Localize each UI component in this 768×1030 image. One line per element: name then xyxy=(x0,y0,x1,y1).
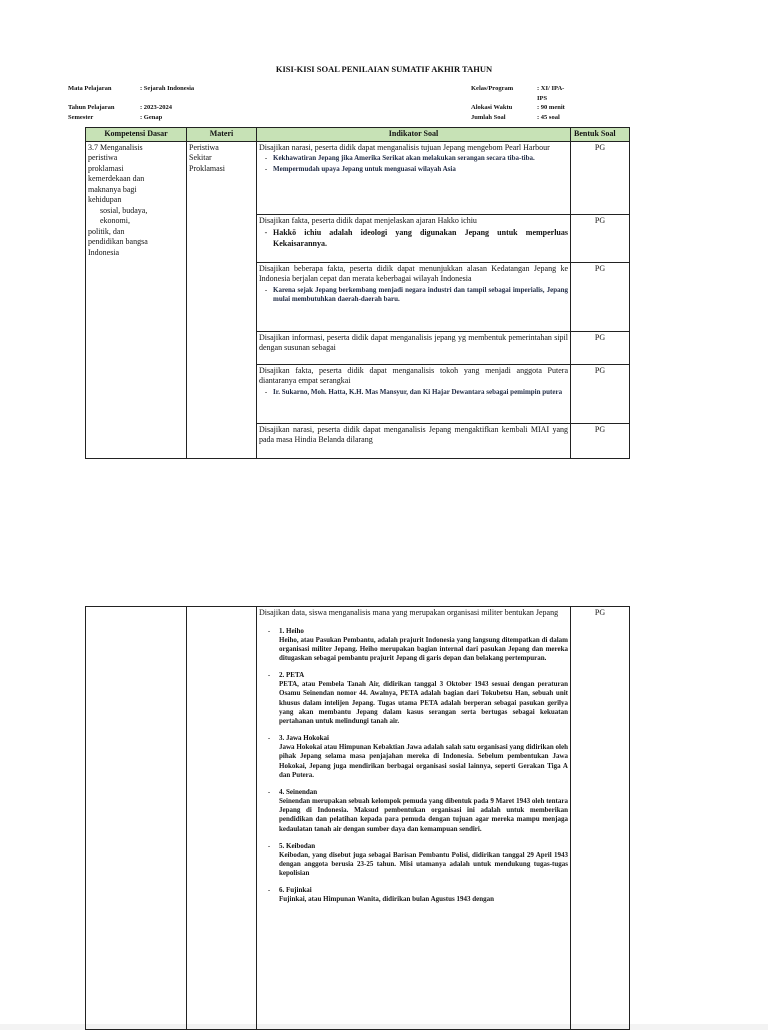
list-item: - 2. PETA PETA, atau Pembela Tanah Air, didirikan tanggal 3 Oktober 1943 sesuai dengan peraturan Osamu Seinendan nomor 44. Awalnya, PETA adalah bagian dari Tokubetsu Han, sebuah unit khusus dalam intelijen Jepang. Tugas utama PETA adalah berperan sebagai pasukan gerilya yang akan membantu Jepang dalam kasus serangan serta bertugas sebagai kekuatan pertahanan untuk melindungi tanah air. xyxy=(259,671,568,726)
meta-value: : 2023-2024 xyxy=(140,104,172,111)
meta-label: Kelas/Program xyxy=(471,85,514,92)
table-row xyxy=(86,141,630,214)
kisi-table-continued xyxy=(85,606,630,1030)
table-row xyxy=(86,607,630,1030)
kd-cell xyxy=(86,141,187,458)
table-header-row xyxy=(86,128,630,142)
item-body: PETA, atau Pembela Tanah Air, didirikan tanggal 3 Oktober 1943 sesuai dengan peraturan Osamu Seinendan nomor 44. Awalnya, PETA adalah bagian dari Tokubetsu Han, sebuah unit khusus dalam intelijen Jepang. Tugas utama PETA adalah berperan sebagai pasukan gerilya yang akan membantu Jepang dalam kasus serangan serta bertugas sebagai kekuatan pertahanan untuk melindungi tanah air. xyxy=(279,680,568,725)
item-head: 2. PETA xyxy=(279,671,305,680)
meta-value: : XI/ IPA- xyxy=(537,85,565,92)
kd-line: kehidupan xyxy=(88,195,122,204)
item-head: 4. Seinendan xyxy=(279,787,318,796)
indikator-text: Disajikan informasi, peserta didik dapat menganalisis jepang yg membentuk pemerintahan sipil dengan susunan sebagai xyxy=(259,332,568,352)
meta-label: Semester xyxy=(68,114,94,121)
bullet-text: Hakkō ichiu adalah ideologi yang digunakan Jepang untuk memperluas Kekaisarannya. xyxy=(273,228,568,248)
bentuk-cell: PG xyxy=(571,423,630,458)
indikator-cell xyxy=(257,141,571,214)
list-item: - 4. Seinendan Seinendan merupakan sebuah kelompok pemuda yang dibentuk pada 9 Maret 1943 oleh tentara Jepang di Indonesia. Maksud pembentukan organisasi ini adalah untuk memberikan pendidikan dan pelatihan kepada para pemuda dengan tujuan agar mereka mampu menjaga kedaulatan tanah air dengan sumber daya dan kemampuan sendiri. xyxy=(259,788,568,834)
header-kd: Kompetensi Dasar xyxy=(86,128,187,142)
indikator-text: Disajikan data, siswa menganalisis mana yang merupakan organisasi militer bentukan Jepang xyxy=(259,608,559,617)
bentuk-cell: PG xyxy=(571,214,630,262)
kd-line: 3.7 Menganalisis xyxy=(88,142,143,152)
kd-line: kemerdekaan dan xyxy=(88,174,145,183)
kd-line: politik, dan xyxy=(88,226,125,236)
item-body: Jawa Hokokai atau Himpunan Kebaktian Jawa adalah salah satu organisasi yang didirikan oleh pihak Jepang selama masa penjajahan mereka di Indonesia. Sebelum pembentukan Jawa Hokokai, Jepang juga mendirikan berbagai organisasi sosial lainnya, seperti Gerakan Tiga A dan Putera. xyxy=(279,743,568,779)
indikator-text: Disajikan fakta, peserta didik dapat menganalisis tokoh yang menjadi anggota Putera diantaranya empat serangkai xyxy=(259,365,568,385)
meta-right xyxy=(471,84,565,123)
kd-line: sosial, budaya, xyxy=(100,205,148,215)
list-item: - 6. Fujinkai Fujinkai, atau Himpunan Wanita, didirikan bulan Agustus 1943 dengan xyxy=(259,886,568,904)
item-body: Fujinkai, atau Himpunan Wanita, didirikan bulan Agustus 1943 dengan xyxy=(279,895,495,904)
item-head: 3. Jawa Hokokai xyxy=(279,734,329,743)
bentuk-cell: PG xyxy=(571,262,630,331)
item-head: 5. Keibodan xyxy=(279,841,316,850)
indikator-text: Disajikan narasi, peserta didik dapat menganalisis Jepang mengaktifkan kembali MIAI yang pada masa Hindia Belanda dilarang xyxy=(259,424,568,444)
materi-line: Sekitar xyxy=(189,153,212,162)
meta-value: : Sejarah Indonesia xyxy=(140,85,195,92)
meta-label: Tahun Pelajaran xyxy=(68,104,115,111)
meta-value: : Genap xyxy=(140,114,163,121)
indikator-cell xyxy=(257,423,571,458)
bullet-text: Karena sejak Jepang berkembang menjadi negara industri dan tampil sebagai imperialis, Jepang mulai membutuhkan daerah-daerah baru. xyxy=(273,285,568,303)
bentuk-cell: PG xyxy=(571,364,630,423)
meta-value: IPS xyxy=(537,95,548,102)
kisi-table xyxy=(85,127,630,459)
indikator-cell xyxy=(257,607,571,1030)
list-item: - 3. Jawa Hokokai Jawa Hokokai atau Himpunan Kebaktian Jawa adalah salah satu organisasi yang didirikan oleh pihak Jepang selama masa penjajahan mereka di Indonesia. Sebelum pembentukan Jawa Hokokai, Jepang juga mendirikan berbagai organisasi sosial lainnya, seperti Gerakan Tiga A dan Putera. xyxy=(259,734,568,780)
indikator-cell xyxy=(257,214,571,262)
kd-line: peristiwa xyxy=(88,153,118,162)
kd-cell-empty xyxy=(86,607,187,1030)
indikator-cell xyxy=(257,262,571,331)
meta-value: : 45 soal xyxy=(537,114,560,121)
kd-line: Indonesia xyxy=(88,247,120,257)
meta-value: : 90 menit xyxy=(537,104,565,111)
item-body: Keibodan, yang disebut juga sebagai Barisan Pembantu Polisi, didirikan tanggal 29 April 1943 dengan anggota berusia 23-25 tahun. Misi utamanya adalah untuk mendukung tugas-tugas kepolisian xyxy=(279,850,568,878)
meta-left xyxy=(68,84,194,123)
materi-cell-empty xyxy=(187,607,257,1030)
item-head: 1. Heiho xyxy=(279,626,304,635)
meta-label: Mata Pelajaran xyxy=(68,85,112,92)
kd-line: ekonomi, xyxy=(100,216,130,225)
indikator-bullet: - Hakkō ichiu adalah ideologi yang digunakan Jepang untuk memperluas Kekaisarannya. xyxy=(264,228,568,248)
list-item: - 5. Keibodan Keibodan, yang disebut juga sebagai Barisan Pembantu Polisi, didirikan tanggal 29 April 1943 dengan anggota berusia 23-25 tahun. Misi utamanya adalah untuk mendukung tugas-tugas kepolisian xyxy=(259,842,568,879)
indikator-bullet: - Karena sejak Jepang berkembang menjadi negara industri dan tampil sebagai imperialis, Jepang mulai membutuhkan daerah-daerah baru. xyxy=(264,285,568,303)
item-head: 6. Fujinkai xyxy=(279,886,312,895)
meta-label: Alokasi Waktu xyxy=(471,104,513,111)
header-bentuk: Bentuk Soal xyxy=(571,128,630,142)
meta-label: Jumlah Soal xyxy=(471,114,506,121)
kd-line: maknanya bagi xyxy=(88,184,137,194)
indikator-text: Disajikan fakta, peserta didik dapat menjelaskan ajaran Hakko ichiu xyxy=(259,215,477,225)
materi-cell xyxy=(187,141,257,458)
header-materi: Materi xyxy=(187,128,257,142)
indikator-bullet: - Kekhawatiran Jepang jika Amerika Serikat akan melakukan serangan secara tiba-tiba. xyxy=(264,154,535,162)
kd-line: pendidikan bangsa xyxy=(88,237,148,246)
item-body: Heiho, atau Pasukan Pembantu, adalah prajurit Indonesia yang langsung ditempatkan di dalam organisasi militer Jepang. Heiho merupakan bagian internal dari pasukan Jepang dan mereka ditugaskan sebagai pembantu prajurit Jepang di garis depan dan belakang pertempuran. xyxy=(279,635,568,662)
bentuk-cell: PG xyxy=(571,331,630,364)
header-indikator: Indikator Soal xyxy=(257,128,571,142)
indikator-bullet: - Mempermudah upaya Jepang untuk menguasai wilayah Asia xyxy=(264,164,456,173)
document-title: KISI-KISI SOAL PENILAIAN SUMATIF AKHIR TAHUN xyxy=(275,64,493,74)
indikator-text: Disajikan beberapa fakta, peserta didik dapat menunjukkan alasan Kedatangan Jepang ke Indonesia berjalan cepat dan merata keberbagai wilayah Indonesia xyxy=(259,263,568,283)
indikator-bullet: - Ir. Sukarno, Moh. Hatta, K.H. Mas Mansyur, dan Ki Hajar Dewantara sebagai pemimpin putera xyxy=(264,387,563,396)
bullet-text: Mempermudah upaya Jepang untuk menguasai wilayah Asia xyxy=(273,164,456,173)
materi-line: Proklamasi xyxy=(189,163,225,173)
bullet-text: Kekhawatiran Jepang jika Amerika Serikat akan melakukan serangan secara tiba-tiba. xyxy=(273,154,535,162)
materi-line: Peristiwa xyxy=(189,142,219,152)
bentuk-cell: PG xyxy=(571,607,630,1030)
bullet-text: Ir. Sukarno, Moh. Hatta, K.H. Mas Mansyur, dan Ki Hajar Dewantara sebagai pemimpin putera xyxy=(273,387,563,396)
list-item: - 1. Heiho Heiho, atau Pasukan Pembantu, adalah prajurit Indonesia yang langsung ditempatkan di dalam organisasi militer Jepang. Heiho merupakan bagian internal dari pasukan Jepang dan mereka ditugaskan sebagai pembantu prajurit Jepang di garis depan dan belakang pertempuran. xyxy=(259,627,568,664)
bentuk-cell: PG xyxy=(571,141,630,214)
item-body: Seinendan merupakan sebuah kelompok pemuda yang dibentuk pada 9 Maret 1943 oleh tentara Jepang di Indonesia. Maksud pembentukan organisasi ini adalah untuk memberikan pendidikan dan pelatihan kepada para pemuda dengan tujuan agar mereka mampu menjaga kedaulatan tanah air dengan sumber daya dan kemampuan sendiri. xyxy=(279,796,568,833)
indikator-cell xyxy=(257,331,571,364)
indikator-cell xyxy=(257,364,571,423)
indikator-text: Disajikan narasi, peserta didik dapat menganalisis tujuan Jepang mengebom Pearl Harbour xyxy=(259,142,550,152)
kd-line: proklamasi xyxy=(88,163,124,173)
